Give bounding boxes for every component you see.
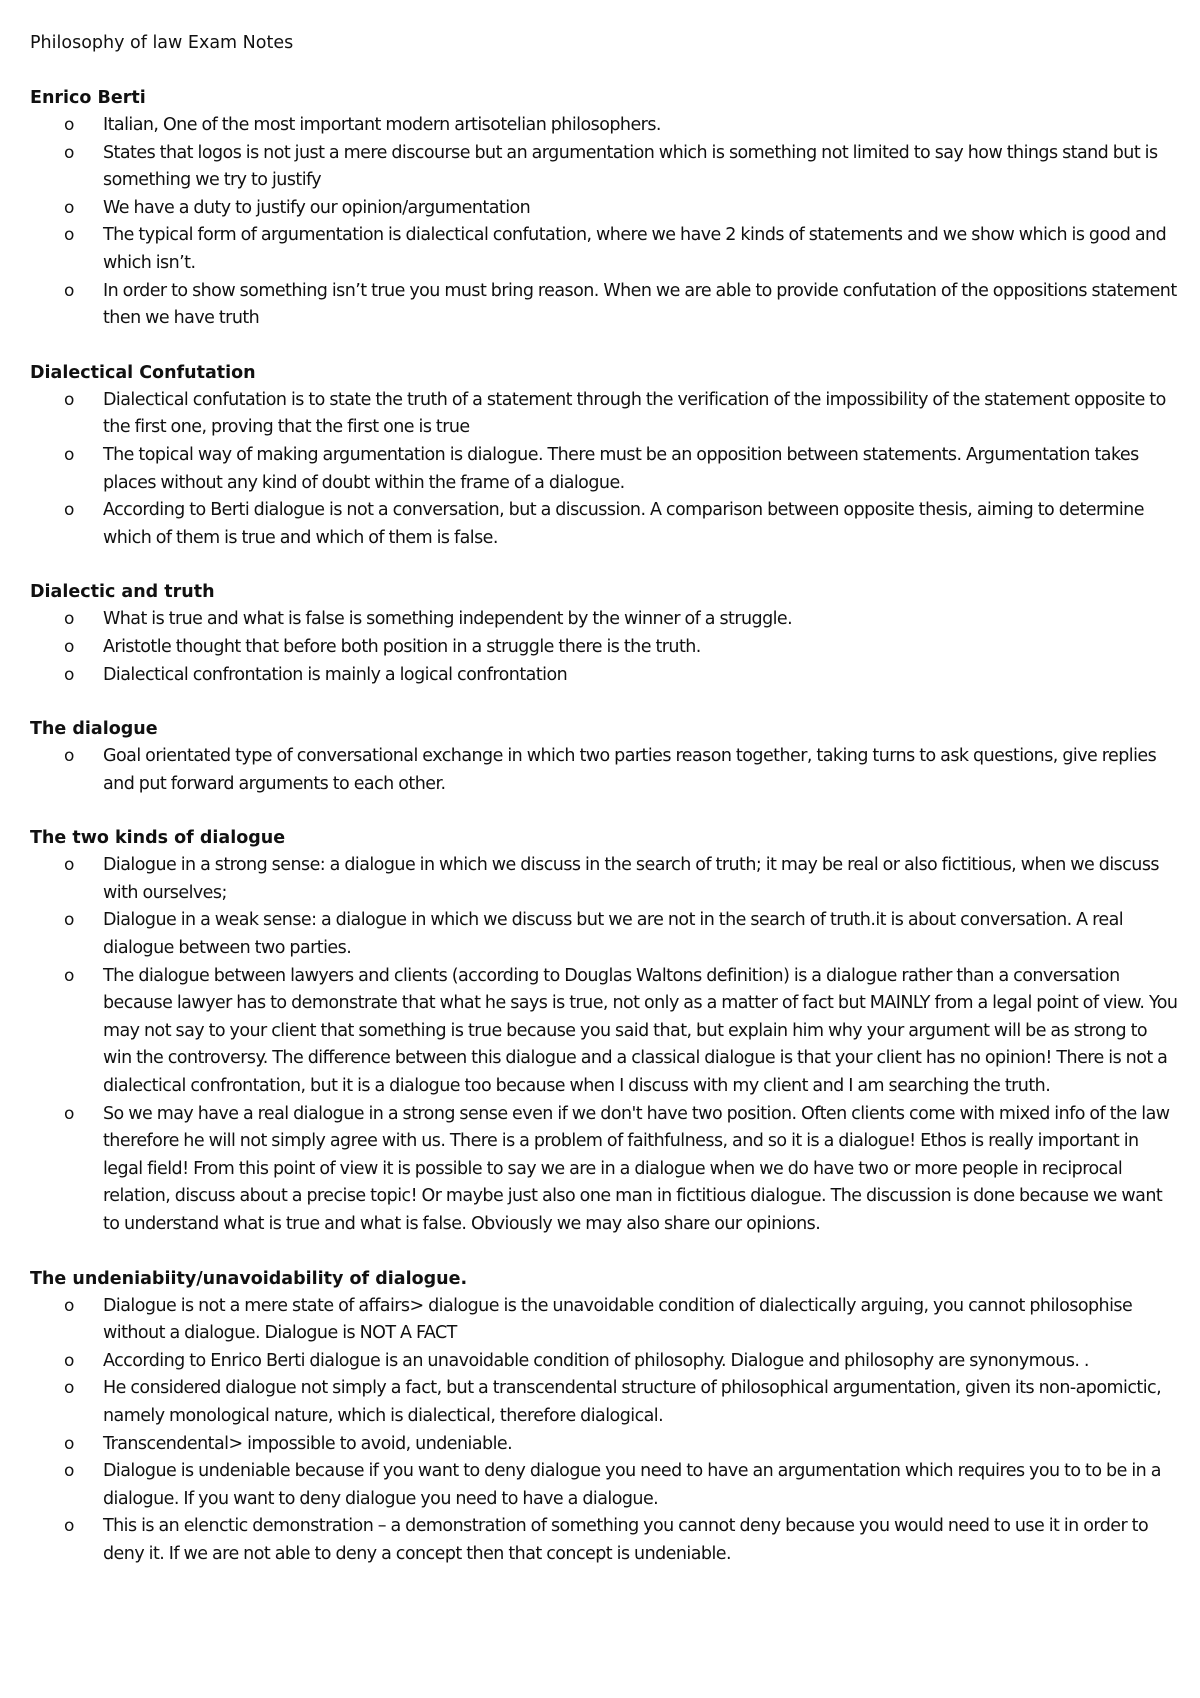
bullet-icon: o [64,910,74,931]
bullet-item [30,195,1180,223]
bullet-icon: o [64,965,74,986]
bullet-icon: o [64,1378,74,1399]
bullet-item [30,140,1180,195]
bullet-icon: o [64,280,74,301]
bullet-text: This is an elenctic demonstration – a demonstration of something you cannot deny because you would need to use it in order to deny it. If we are not able to deny a concept then that concept is undeniable. [103,1516,1149,1564]
bullet-icon: o [64,609,74,630]
bullet-item [30,112,1180,140]
bullet-item [30,606,1180,634]
bullet-item [30,1458,1180,1513]
bullet-item [30,852,1180,907]
bullet-item [30,907,1180,962]
bullet-item [30,442,1180,497]
bullet-icon: o [64,1433,74,1454]
bullet-icon: o [64,500,74,521]
section [30,825,1180,1238]
bullet-text: Goal orientated type of conversational exchange in which two parties reason together, taking turns to ask questions, give replies and put forward arguments to each other. [103,746,1157,794]
section-heading: The undeniabiity/unavoidability of dialogue. [30,1268,468,1289]
bullet-icon: o [64,746,74,767]
bullet-item [30,634,1180,662]
bullet-icon: o [64,197,74,218]
section-heading: Dialectic and truth [30,582,215,603]
section [30,579,1180,689]
bullet-text: States that logos is not just a mere discourse but an argumentation which is something not limited to say how things stand but is something we try to justify [103,142,1158,191]
bullet-item [30,1375,1180,1430]
bullet-item [30,662,1180,690]
section-heading: The dialogue [30,719,158,740]
bullet-item [30,1293,1180,1348]
section-heading: Dialectical Confutation [30,362,256,383]
bullet-text: The dialogue between lawyers and clients (according to Douglas Waltons definition) is a dialogue rather than a conversation because lawyer has to demonstrate that what he says is true, not only as a matter of fact but MAINLY from a legal point of view. You may not say to your client that something is true because you said that, but explain him why your argument will be as strong to win the controversy. The difference between this dialogue and a classical dialogue is that your client has no opinion! There is not a dialectical confrontation, but it is a dialogue too because when I discuss with my client and I am searching the truth. [103,965,1178,1097]
bullet-icon: o [64,1350,74,1371]
bullet-text: Dialectical confutation is to state the truth of a statement through the verification of the impossibility of the statement opposite to the first one, proving that the first one is true [103,389,1166,438]
bullet-icon: o [64,142,74,163]
bullet-text: According to Berti dialogue is not a conversation, but a discussion. A comparison between opposite thesis, aiming to determine which of them is true and which of them is false. [103,500,1144,548]
bullet-list [30,387,1180,553]
bullet-icon: o [64,1103,74,1124]
bullet-item [30,1101,1180,1239]
bullet-item [30,497,1180,552]
bullet-text: Dialogue is undeniable because if you want to deny dialogue you need to have an argumentation which requires you to to be in a dialogue. If you want to deny dialogue you need to have a dialogue. [103,1461,1161,1509]
bullet-icon: o [64,855,74,876]
bullet-text: Transcendental> impossible to avoid, undeniable. [103,1433,513,1454]
bullet-list [30,606,1180,689]
section [30,360,1180,553]
bullet-icon: o [64,1461,74,1482]
bullet-text: The topical way of making argumentation is dialogue. There must be an opposition between statements. Argumentation takes places without any kind of doubt within the frame of a dialogue. [103,444,1139,493]
section-heading: The two kinds of dialogue [30,828,286,849]
bullet-text: Dialogue is not a mere state of affairs> dialogue is the unavoidable condition of dialectically arguing, you cannot philosophise without a dialogue. Dialogue is NOT A FACT [103,1295,1133,1344]
bullet-item [30,1513,1180,1568]
sections-container [30,85,1180,1569]
document-page [30,30,1180,1596]
bullet-icon: o [64,389,74,410]
bullet-text: We have a duty to justify our opinion/argumentation [103,197,531,218]
bullet-text: In order to show something isn’t true you must bring reason. When we are able to provide confutation of the oppositions statement then we have truth [103,280,1177,329]
bullet-list [30,852,1180,1238]
bullet-text: Aristotle thought that before both position in a struggle there is the truth. [103,636,701,657]
bullet-item [30,963,1180,1101]
bullet-icon: o [64,1295,74,1316]
bullet-item [30,1431,1180,1459]
section-heading: Enrico Berti [30,88,146,108]
bullet-icon: o [64,664,74,685]
bullet-text: Italian, One of the most important modern artisotelian philosophers. [103,115,661,135]
bullet-text: Dialectical confrontation is mainly a logical confrontation [103,664,568,685]
section [30,1266,1180,1569]
bullet-text: The typical form of argumentation is dialectical confutation, where we have 2 kinds of statements and we show which is good and which isn’t. [103,225,1167,273]
bullet-text: Dialogue in a strong sense: a dialogue in which we discuss in the search of truth; it may be real or also fictitious, when we discuss with ourselves; [103,855,1159,903]
bullet-icon: o [64,225,74,246]
bullet-icon: o [64,636,74,657]
bullet-icon: o [64,444,74,465]
section [30,716,1180,798]
bullet-list [30,1293,1180,1569]
bullet-text: According to Enrico Berti dialogue is an unavoidable condition of philosophy. Dialogue and philosophy are synonymous. . [103,1350,1089,1371]
bullet-list [30,112,1180,333]
bullet-item [30,222,1180,277]
bullet-item [30,743,1180,798]
bullet-item [30,278,1180,333]
bullet-list [30,743,1180,798]
bullet-text: What is true and what is false is something independent by the winner of a struggle. [103,609,793,630]
bullet-text: So we may have a real dialogue in a strong sense even if we don't have two position. Often clients come with mixed info of the law therefore he will not simply agree with us. There is a problem of faithfulness, and so it is a dialogue! Ethos is really important in legal field! From this point of view it is possible to say we are in a dialogue when we do have two or more people in reciprocal relation, discuss about a precise topic! Or maybe just also one man in fictitious dialogue. The discussion is done because we want to understand what is true and what is false. Obviously we may also share our opinions. [103,1103,1170,1234]
bullet-text: He considered dialogue not simply a fact, but a transcendental structure of philosophical argumentation, given its non-apomictic, namely monological nature, which is dialectical, therefore dialogical. [103,1378,1162,1426]
bullet-text: Dialogue in a weak sense: a dialogue in which we discuss but we are not in the search of truth.it is about conversation. A real dialogue between two parties. [103,910,1124,959]
bullet-item [30,387,1180,442]
bullet-icon: o [64,1516,74,1537]
document-title: Philosophy of law Exam Notes [30,33,294,53]
bullet-icon: o [64,115,74,135]
bullet-item [30,1348,1180,1376]
section [30,85,1180,333]
